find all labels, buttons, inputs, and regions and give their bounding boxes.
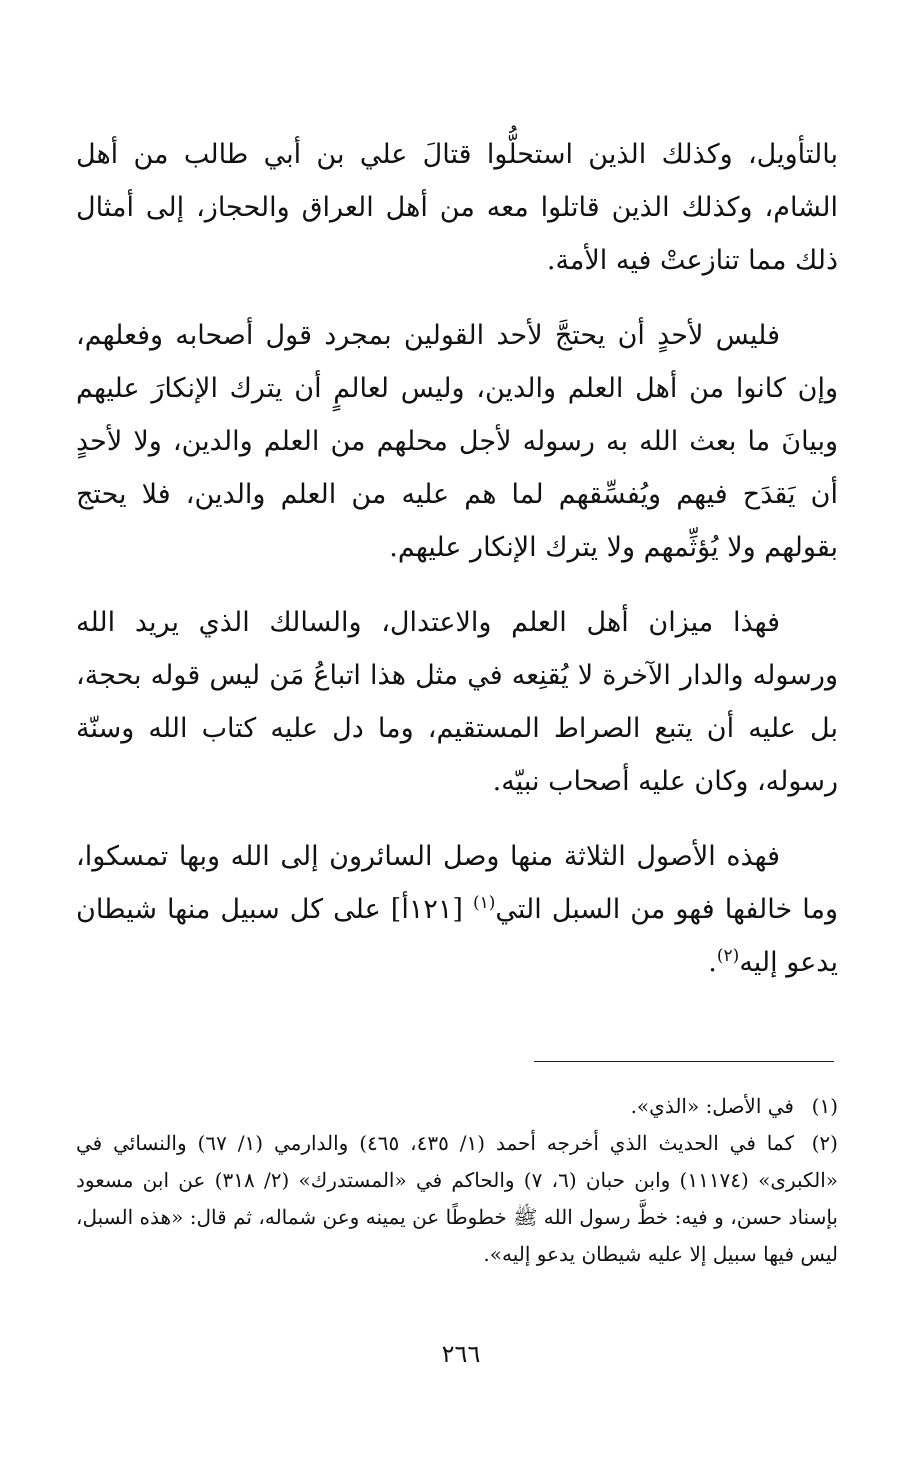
- footnotes: [76, 1088, 838, 1273]
- paragraph-4-part-2: [١٢١أ] على كل سبيل منها شيطان يدعو إليه: [76, 894, 838, 978]
- paragraph-2: فليس لأحدٍ أن يحتجَّ لأحد القولين بمجرد قول أصحابه وفعلهم، وإن كانوا من أهل العلم والدين، وليس لعالمٍ أن يترك الإنكارَ عليهم وبيانَ ما بعث الله به رسوله لأجل محلهم من العلم والدين، ولا لأحدٍ أن يَقدَح فيهم ويُفسِّقهم لما هم عليه من العلم والدين، فلا يحتج بقولهم ولا يُؤثِّمهم ولا يترك الإنكار عليهم.: [76, 320, 838, 563]
- footnote-number: (١): [811, 1094, 838, 1118]
- footnote-text: كما في الحديث الذي أخرجه أحمد (١/ ٤٣٥، ٤٦٥) والدارمي (١/ ٦٧) والنسائي في «الكبرى» (١١١٧٤) وابن حبان (٦، ٧) والحاكم في «المستدرك» (٢/ ٣١٨) عن ابن مسعود بإسناد حسن، و فيه: خطَّ رسول الله ﷺ خطوطًا عن يمينه وعن شماله، ثم قال: «هذه السبل، ليس فيها سبيل إلا عليه شيطان يدعو إليه».: [76, 1131, 838, 1266]
- footnote-text: في الأصل: «الذي».: [630, 1094, 794, 1118]
- paragraph-4-part-3: .: [708, 947, 717, 978]
- paragraph-3: فهذا ميزان أهل العلم والاعتدال، والسالك الذي يريد الله ورسوله والدار الآخرة لا يُقنِعه في مثل هذا اتباعُ مَن ليس قوله بحجة، بل عليه أن يتبع الصراط المستقيم، وما دل عليه كتاب الله وسنّة رسوله، وكان عليه أصحاب نبيّه.: [76, 607, 838, 797]
- paragraph-4-part-1: فهذه الأصول الثلاثة منها وصل السائرون إلى الله وبها تمسكوا، وما خالفها فهو من السبل التي: [76, 841, 838, 925]
- footnote-number: (٢): [811, 1131, 838, 1155]
- paragraph-1: بالتأويل، وكذلك الذين استحلُّوا قتالَ علي بن أبي طالب من أهل الشام، وكذلك الذين قاتلوا معه من أهل العراق والحجاز، إلى أمثال ذلك مما تنازعتْ فيه الأمة.: [76, 139, 838, 276]
- footnote-1: [76, 1088, 838, 1125]
- footnote-2: [76, 1125, 838, 1273]
- footnote-ref-2: (٢): [716, 946, 740, 966]
- footnote-ref-1: (١): [472, 893, 496, 913]
- paragraph-4: [76, 830, 838, 989]
- footnote-separator: [534, 1061, 834, 1062]
- main-text: [76, 128, 838, 989]
- page-number: ٢٦٦: [441, 1340, 481, 1368]
